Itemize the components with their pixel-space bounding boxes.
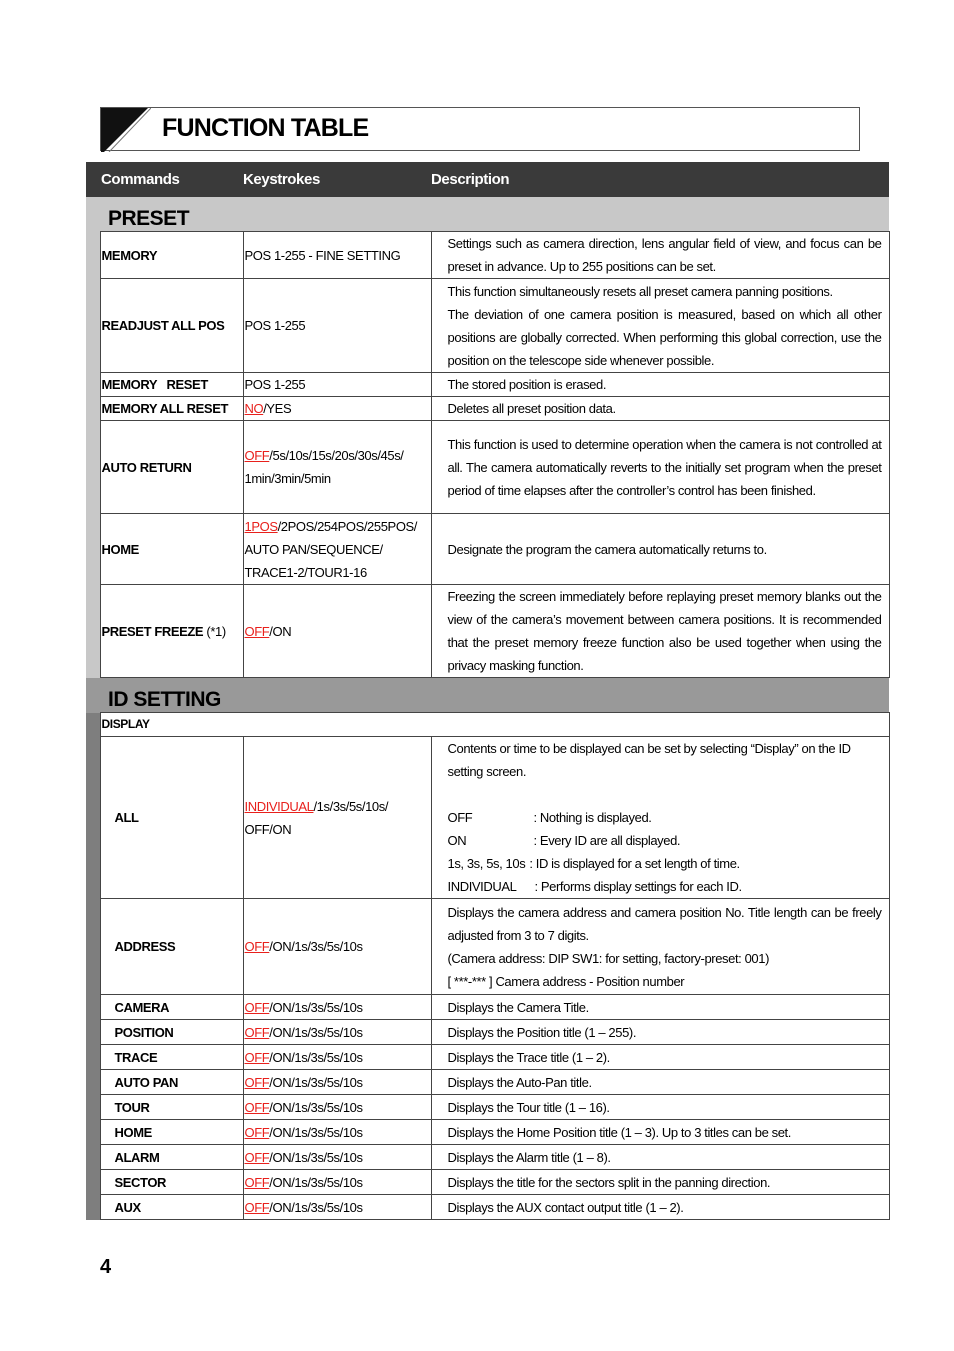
command-cell: HOME <box>100 1120 243 1145</box>
option-value: : Performs display settings for each ID. <box>534 879 742 894</box>
keystroke-cell: POS 1-255 <box>243 279 431 373</box>
default-value: 1POS <box>244 518 278 534</box>
description-cell: Displays the Home Position title (1 – 3). Up to 3 titles can be set. <box>431 1120 889 1145</box>
description-cell: Deletes all preset position data. <box>431 397 889 421</box>
description-cell: Freezing the screen immediately before replaying preset memory blanks out the view of the camera’s movement between camera positions. It is recommended that the preset memory freeze function also be used together when using the privacy masking function. <box>431 585 889 678</box>
section-id-setting <box>86 678 889 713</box>
default-value: OFF <box>244 1199 270 1215</box>
keystroke-cell <box>243 421 431 514</box>
keystroke-cell <box>243 1170 431 1195</box>
keystroke-options: /ON/1s/3s/5s/10s <box>269 1149 363 1165</box>
description-cell: Displays the Auto-Pan title. <box>431 1070 889 1095</box>
keystroke-options: /ON/1s/3s/5s/10s <box>269 1024 363 1040</box>
page-title: FUNCTION TABLE <box>162 114 369 142</box>
title-decoration <box>101 108 151 152</box>
description-cell: Designate the program the camera automatically returns to. <box>431 514 889 585</box>
command-cell: AUTO PAN <box>100 1070 243 1095</box>
keystroke-options: /ON/1s/3s/5s/10s <box>269 1124 363 1140</box>
keystroke-options: /ON <box>269 623 292 639</box>
option-line <box>448 852 882 875</box>
command-cell: SECTOR <box>100 1170 243 1195</box>
command-cell: ALARM <box>100 1145 243 1170</box>
keystroke-options: /ON/1s/3s/5s/10s <box>269 1074 363 1090</box>
keystroke-options: /ON/1s/3s/5s/10s <box>269 1174 363 1190</box>
description-cell: This function is used to determine operation when the camera is not controlled at all. The camera automatically reverts to the initially set program when the preset period of time elapses after the controller’s control has been finished. <box>431 421 889 514</box>
description-cell: Displays the AUX contact output title (1 – 2). <box>431 1195 889 1220</box>
option-key: INDIVIDUAL <box>447 879 517 894</box>
table-row <box>86 995 889 1020</box>
keystroke-cell <box>243 995 431 1020</box>
command-cell <box>100 585 243 678</box>
footnote-ref: (*1) <box>203 623 226 639</box>
option-list <box>448 806 882 898</box>
command-cell: CAMERA <box>100 995 243 1020</box>
description-cell <box>431 279 889 373</box>
command-cell: TRACE <box>100 1045 243 1070</box>
description-cell <box>431 737 889 899</box>
default-value: OFF <box>244 1099 270 1115</box>
keystroke-options: /YES <box>263 401 292 416</box>
keystroke-options: AUTO PAN/SEQUENCE/ <box>244 541 383 557</box>
description-line: Contents or time to be displayed can be set by selecting “Display” on the ID setting screen. <box>447 741 851 779</box>
command-cell: MEMORY <box>100 232 243 279</box>
header-description: Description <box>431 162 889 197</box>
keystroke-cell: POS 1-255 - FINE SETTING <box>243 232 431 279</box>
option-value: : ID is displayed for a set length of time. <box>529 856 740 871</box>
option-line <box>448 829 882 852</box>
default-value: INDIVIDUAL <box>244 798 314 814</box>
description-line: Displays the camera address and camera position No. Title length can be freely adjusted from 3 to 7 digits. <box>447 904 882 943</box>
keystroke-options: TRACE1-2/TOUR1-16 <box>244 564 367 580</box>
table-header <box>86 162 889 197</box>
table-row <box>86 514 889 585</box>
default-value: NO <box>244 401 264 416</box>
keystroke-cell <box>243 899 431 995</box>
table-row <box>86 713 889 737</box>
keystroke-cell <box>243 1095 431 1120</box>
description-line: [ ***-*** ] Camera address - Position number <box>447 973 685 989</box>
table-row <box>86 1170 889 1195</box>
keystroke-cell <box>243 1120 431 1145</box>
section-preset <box>86 197 889 232</box>
keystroke-cell <box>243 1070 431 1095</box>
keystroke-cell <box>243 1045 431 1070</box>
header-commands: Commands <box>100 162 243 197</box>
description-cell: Displays the title for the sectors split in the panning direction. <box>431 1170 889 1195</box>
header-keystrokes: Keystrokes <box>243 162 431 197</box>
command-cell: ADDRESS <box>100 899 243 995</box>
table-row <box>86 279 889 373</box>
keystroke-options: /ON/1s/3s/5s/10s <box>269 1199 363 1215</box>
description-cell: Settings such as camera direction, lens angular field of view, and focus can be preset in advance. Up to 255 positions can be set. <box>431 232 889 279</box>
description-line: (Camera address: DIP SW1: for setting, factory-preset: 001) <box>447 950 770 966</box>
option-key: 1s, 3s, 5s, 10s <box>447 856 526 871</box>
table-row <box>86 373 889 397</box>
table-row <box>86 1195 889 1220</box>
keystroke-options: /5s/10s/15s/20s/30s/45s/ <box>269 448 404 463</box>
description-cell: Displays the Camera Title. <box>431 995 889 1020</box>
table-row <box>86 1045 889 1070</box>
keystroke-options: OFF/ON <box>244 821 292 837</box>
keystroke-cell <box>243 585 431 678</box>
keystroke-cell <box>243 1020 431 1045</box>
default-value: OFF <box>244 1074 270 1090</box>
table-row <box>86 397 889 421</box>
command-cell: MEMORY RESET <box>100 373 243 397</box>
option-key: ON <box>447 833 467 848</box>
keystroke-options: /ON/1s/3s/5s/10s <box>269 1049 363 1065</box>
page-number: 4 <box>100 1256 112 1278</box>
default-value: OFF <box>244 999 270 1015</box>
option-key: OFF <box>447 810 473 825</box>
keystroke-options: /ON/1s/3s/5s/10s <box>269 999 363 1015</box>
table-row <box>86 1020 889 1045</box>
description-cell: Displays the Alarm title (1 – 8). <box>431 1145 889 1170</box>
default-value: OFF <box>244 1049 270 1065</box>
table-row <box>86 1145 889 1170</box>
default-value: OFF <box>244 1174 270 1190</box>
command-cell: POSITION <box>100 1020 243 1045</box>
table-row <box>86 1120 889 1145</box>
option-value: : Every ID are all displayed. <box>533 833 681 848</box>
description-cell: Displays the Tour title (1 – 16). <box>431 1095 889 1120</box>
command-label: PRESET FREEZE <box>101 623 204 639</box>
keystroke-cell <box>243 1195 431 1220</box>
keystroke-options: 1min/3min/5min <box>244 471 331 486</box>
keystroke-options: /ON/1s/3s/5s/10s <box>269 1099 363 1115</box>
keystroke-cell <box>243 1145 431 1170</box>
description-line: The deviation of one camera position is measured, based on which all other positions are globally corrected. When performing this global correction, use the position on the telescope side whenever possible. <box>447 306 882 368</box>
option-value: : Nothing is displayed. <box>533 810 652 825</box>
section-label: PRESET <box>86 197 889 232</box>
default-value: OFF <box>244 1024 270 1040</box>
display-group-label: DISPLAY <box>100 713 889 737</box>
command-cell: AUTO RETURN <box>100 421 243 514</box>
command-cell: HOME <box>100 514 243 585</box>
command-cell: MEMORY ALL RESET <box>100 397 243 421</box>
command-cell: TOUR <box>100 1095 243 1120</box>
table-row <box>86 737 889 899</box>
table-row <box>86 232 889 279</box>
default-value: OFF <box>244 448 270 463</box>
description-cell: The stored position is erased. <box>431 373 889 397</box>
description-cell: Displays the Position title (1 – 255). <box>431 1020 889 1045</box>
keystroke-cell: POS 1-255 <box>243 373 431 397</box>
default-value: OFF <box>244 1124 270 1140</box>
description-cell: Displays the Trace title (1 – 2). <box>431 1045 889 1070</box>
table-row <box>86 1070 889 1095</box>
keystroke-options: /1s/3s/5s/10s/ <box>313 798 389 814</box>
command-cell: AUX <box>100 1195 243 1220</box>
keystroke-options: /ON/1s/3s/5s/10s <box>269 939 363 954</box>
command-cell: READJUST ALL POS <box>100 279 243 373</box>
table-row <box>86 1095 889 1120</box>
default-value: OFF <box>244 623 270 639</box>
keystroke-cell <box>243 514 431 585</box>
default-value: OFF <box>244 1149 270 1165</box>
keystroke-options: /2POS/254POS/255POS/ <box>277 518 418 534</box>
description-cell <box>431 899 889 995</box>
option-line <box>448 875 882 898</box>
table-row <box>86 421 889 514</box>
section-title-box <box>100 107 860 151</box>
section-label: ID SETTING <box>86 678 889 713</box>
keystroke-cell <box>243 397 431 421</box>
description-line: This function simultaneously resets all preset camera panning positions. <box>447 283 833 299</box>
table-row <box>86 585 889 678</box>
command-cell: ALL <box>100 737 243 899</box>
option-line <box>448 806 882 829</box>
function-table <box>86 162 890 1220</box>
keystroke-cell <box>243 737 431 899</box>
table-row <box>86 899 889 995</box>
default-value: OFF <box>244 939 270 954</box>
